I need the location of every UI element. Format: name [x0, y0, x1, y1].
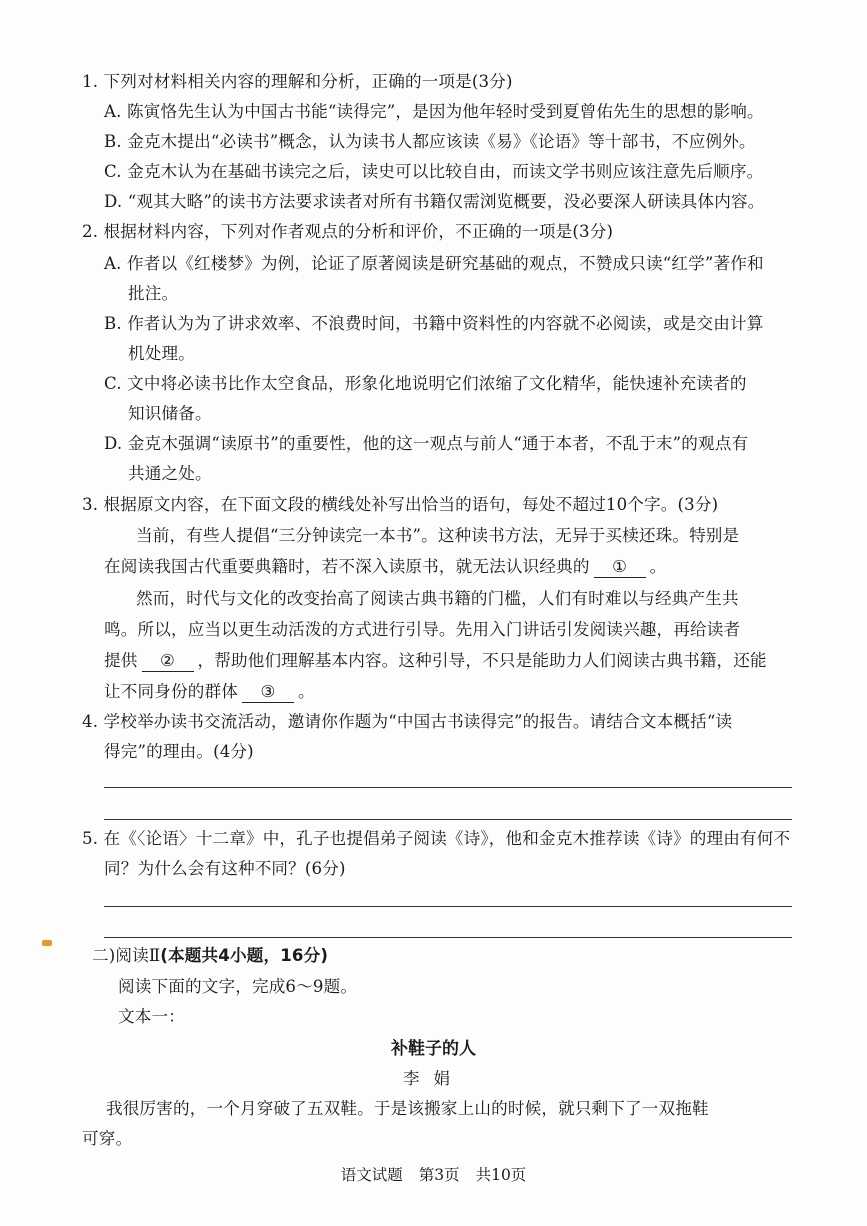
article-body-line2: 可穿。 — [82, 1129, 133, 1148]
footer-subject: 语文试题 — [340, 1166, 403, 1184]
footer-page: 第3页 — [418, 1166, 460, 1184]
question-3-para1-line1: 当前，有些人提倡“三分钟读完一本书”。这种读书方法，无异于买椟还珠。特别是 — [136, 526, 740, 545]
article-body-line1: 我很厉害的，一个月穿破了五双鞋。于是该搬家上山的时候，就只剩下了一双拖鞋 — [106, 1099, 709, 1118]
answer-blank-1[interactable]: ① — [594, 557, 646, 578]
question-2-option-c-cont: 知识储备。 — [128, 404, 212, 423]
question-2-option-d: D. 金克木强调“读原书”的重要性，他的这一观点与前人“通于本者，不乱于末”的观点有 — [104, 434, 749, 453]
question-2-stem: 2. 根据材料内容，下列对作者观点的分析和评价，不正确的一项是(3分) — [82, 222, 614, 241]
section-2-heading: 二)阅读Ⅱ(本题共4小题，16分) — [92, 946, 329, 965]
question-3-stem: 3. 根据原文内容，在下面文段的横线处补写出恰当的语句，每处不超过10个字。(3分) — [82, 495, 719, 514]
question-1-option-d: D. “观其大略”的读书方法要求读者对所有书籍仅需浏览概要，没必要深人研读具体内容。 — [104, 192, 765, 211]
question-4-stem-line1: 4. 学校举办读书交流活动，邀请你作题为“中国古书读得完”的报告。请结合文本概括“读 — [82, 712, 733, 731]
page-footer — [0, 1164, 867, 1186]
footer-total: 共10页 — [475, 1166, 527, 1184]
answer-line-q5-2[interactable] — [104, 937, 792, 938]
answer-blank-2[interactable]: ② — [142, 651, 194, 672]
question-2-option-b-cont: 机处理。 — [128, 344, 195, 363]
question-4-stem-line2: 得完”的理由。(4分) — [104, 742, 254, 761]
question-2-option-d-cont: 共通之处。 — [128, 464, 212, 483]
question-5-stem-line1: 5. 在《〈论语〉十二章》中，孔子也提倡弟子阅读《诗》，他和金克木推荐读《诗》的理由有何不 — [82, 829, 791, 848]
question-1-option-a: A. 陈寅恪先生认为中国古书能“读得完”，是因为他年轻时受到夏曾佑先生的思想的影响。 — [104, 102, 764, 121]
article-author: 李娟 — [403, 1069, 464, 1088]
question-1-option-b: B. 金克木提出“必读书”概念，认为读书人都应该读《易》《论语》等十部书，不应例外。 — [104, 132, 756, 151]
question-2-option-b: B. 作者认为为了讲求效率、不浪费时间，书籍中资料性的内容就不必阅读，或是交由计算 — [104, 314, 764, 333]
question-3-para2-line4: 让不同身份的群体 ③ 。 — [104, 682, 315, 701]
question-5-stem-line2: 同？为什么会有这种不同？(6分) — [104, 859, 346, 878]
answer-line-q5-1[interactable] — [104, 906, 792, 907]
question-3-para1-line2: 在阅读我国古代重要典籍时，若不深入读原书，就无法认识经典的 ① 。 — [104, 557, 667, 576]
question-1-option-c: C. 金克木认为在基础书读完之后，读史可以比较自由，而读文学书则应该注意先后顺序。 — [104, 162, 764, 181]
answer-line-q4-1[interactable] — [104, 787, 792, 788]
answer-blank-3[interactable]: ③ — [242, 682, 294, 703]
question-2-option-a: A. 作者以《红楼梦》为例，论证了原著阅读是研究基础的观点，不赞成只读“红学”著作和 — [104, 254, 764, 273]
question-2-option-a-cont: 批注。 — [128, 284, 179, 303]
question-3-para2-line2: 鸣。所以，应当以更生动活泼的方式进行引导。先用入门讲话引发阅读兴趣，再给读者 — [104, 620, 741, 639]
question-3-para2-line3: 提供 ② ，帮助他们理解基本内容。这种引导，不只是能助力人们阅读古典书籍，还能 — [104, 651, 767, 670]
article-title: 补鞋子的人 — [391, 1039, 476, 1059]
question-2-option-c: C. 文中将必读书比作太空食品，形象化地说明它们浓缩了文化精华，能快速补充读者的 — [104, 374, 747, 393]
question-3-para2-line1: 然而，时代与文化的改变抬高了阅读古典书籍的门槛，人们有时难以与经典产生共 — [136, 589, 739, 608]
answer-line-q4-2[interactable] — [104, 819, 792, 820]
text-one-label: 文本一： — [118, 1007, 185, 1026]
scan-mark — [42, 940, 52, 946]
question-1-stem: 1. 下列对材料相关内容的理解和分析，正确的一项是(3分) — [82, 72, 513, 91]
section-2-instruction: 阅读下面的文字，完成6～9题。 — [118, 977, 358, 996]
